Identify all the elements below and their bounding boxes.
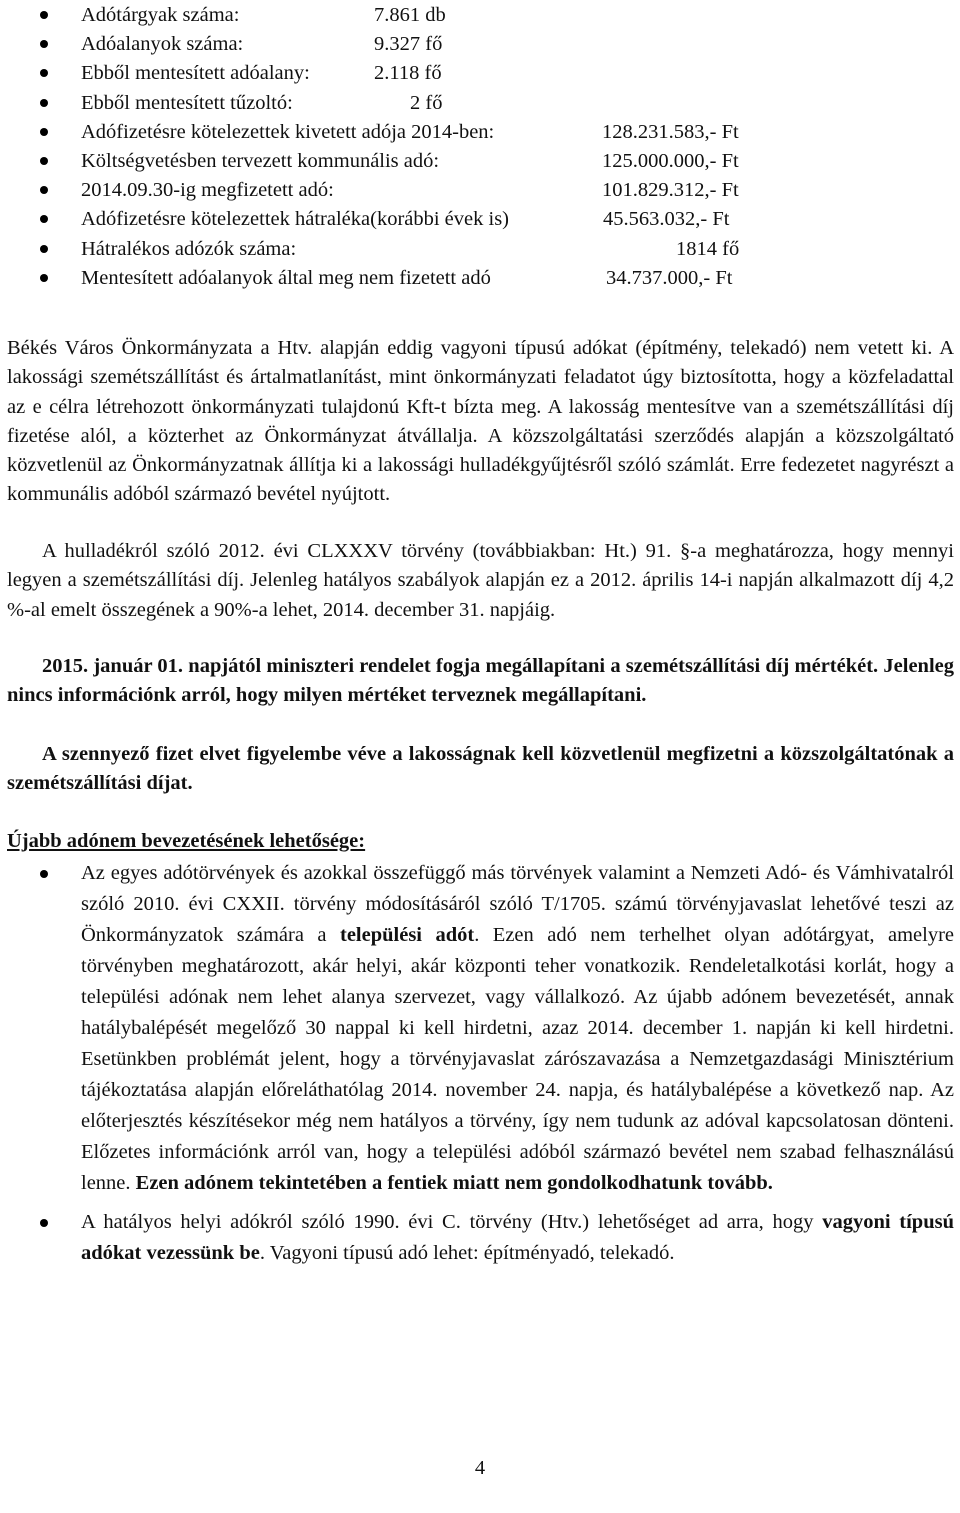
stat-value: 7.861 db (374, 4, 446, 26)
bullet-icon (40, 40, 48, 48)
list-item-settlement-tax (0, 858, 960, 1199)
stat-value: 2.118 fő (374, 62, 442, 84)
stat-value: 45.563.032,- Ft (603, 208, 730, 230)
stat-value: 125.000.000,- Ft (602, 150, 739, 172)
stat-label: Ebből mentesített tűzoltó: (81, 92, 293, 114)
paragraph-polluter-pays: A szennyező fizet elvet figyelembe véve a lakosságnak kell közvetlenül megfizetni a közszolgáltatónak a szemétszállítási díjat. (7, 743, 954, 795)
list-item-text (81, 1207, 954, 1269)
stat-label: Ebből mentesített adóalany: (81, 62, 310, 84)
stat-label: Hátralékos adózók száma: (81, 238, 297, 260)
bold-term: vagyoni típusú adókat vezessünk be (81, 1211, 954, 1264)
paragraph-ministerial-decree: 2015. január 01. napjától miniszteri rendelet fogja megállapítani a szemétszállítási díj mértékét. Jelenleg nincs információnk arról, hogy milyen mértéket terveznek megállapítani. (7, 655, 954, 707)
stat-label: 2014.09.30-ig megfizetett adó: (81, 179, 334, 201)
paragraph-tax-history: Békés Város Önkormányzata a Htv. alapján eddig vagyoni típusú adókat (építmény, telekadó) nem vetett ki. A lakossági szemétszállítást és ártalmatlanítást, mint önkormányzati feladatot úgy biztosította, hogy a közfeladattal az e célra létrehozott önkormányzati tulajdonú Kft-t bízta meg. A lakosság mentesítve van a szemétszállítási díj fizetése alól, a közterhet az Önkormányzat átvállalja. A közszolgáltatási szerződés alapján a közszolgáltató közvetlenül az Önkormányzatnak állítja ki a lakossági hulladékgyűjtésről szóló számlát. Erre fedezetet nagyrészt a kommunális adóból származó bevétel nyújtott. (7, 337, 954, 506)
stat-value: 1814 fő (676, 238, 740, 260)
bullet-icon (40, 69, 48, 77)
stat-label: Adófizetésre kötelezettek kivetett adója 2014-ben: (81, 121, 495, 143)
text-segment: . Vagyoni típusú adó lehet: építményadó, telekadó. (259, 1242, 675, 1264)
list-item-text (81, 858, 954, 1199)
bullet-icon (40, 1219, 48, 1227)
bullet-icon (40, 274, 48, 282)
stat-value: 101.829.312,- Ft (602, 179, 739, 201)
bullet-icon (40, 128, 48, 136)
bullet-icon (40, 11, 48, 19)
page-number: 4 (474, 1457, 486, 1479)
bullet-icon (40, 186, 48, 194)
bullet-icon (40, 215, 48, 223)
text-segment: . Ezen adó nem terhelhet olyan adótárgyat, amelyre törvényben meghatározott, akár helyi, akár központi teher vonatkozik. Rendeletalkotási korlát, hogy a települési adónak nem lehet alanya szervezet, vagy vállalkozó. Az újabb adónem bevezetését, annak hatálybalépését megelőző 30 nappal ki kell hirdetni, azaz 2014. december 1. napján ki kell hirdetni. Esetünkben problémát jelent, hogy a törvényjavaslat zárószavazása a Nemzetgazdasági Minisztérium tájékoztatása alapján előreláthatólag 2014. november 24. napja, és hatálybalépése a következő nap. Az előterjesztés készítésekor még nem hatályos a törvény, így nem tudunk az adóval kapcsolatosan dönteni. Előzetes információnk arról van, hogy a települési adóból származó bevétel nem szabad felhasználású lenne. (81, 924, 955, 1194)
stat-value: 128.231.583,- Ft (602, 121, 739, 143)
stat-label: Adótárgyak száma: (81, 4, 240, 26)
text-segment: Az egyes adótörvények és azokkal összefüggő más törvények valamint a Nemzeti Adó- és Vámhivatalról szóló 2010. évi CXXII. törvény módosításáról szóló T/1705. számú törvényjavaslat lehetővé teszi az Önkormányzatok számára a (81, 862, 954, 946)
bold-term: települési adót (340, 924, 475, 946)
text-segment: A hatályos helyi adókról szóló 1990. évi C. törvény (Htv.) lehetőséget ad arra, hogy (81, 1211, 814, 1233)
list-item-property-tax (0, 1207, 960, 1269)
stat-value: 9.327 fő (374, 33, 443, 55)
bullet-icon (40, 245, 48, 253)
bullet-icon (40, 870, 48, 878)
stat-value: 2 fő (410, 92, 443, 114)
section-heading: Újabb adónem bevezetésének lehetősége: (7, 830, 366, 852)
stat-label: Adófizetésre kötelezettek hátraléka(korábbi évek is) (81, 208, 510, 230)
stat-label: Mentesített adóalanyok által meg nem fizetett adó (81, 267, 491, 289)
bullet-icon (40, 99, 48, 107)
stat-value: 34.737.000,- Ft (606, 267, 733, 289)
bold-conclusion: Ezen adónem tekintetében a fentiek miatt nem gondolkodhatunk tovább. (135, 1172, 773, 1194)
stat-label: Költségvetésben tervezett kommunális adó: (81, 150, 440, 172)
bullet-icon (40, 157, 48, 165)
paragraph-waste-law: A hulladékról szóló 2012. évi CLXXXV törvény (továbbiakban: Ht.) 91. §-a meghatározza, hogy mennyi legyen a szemétszállítási díj. Jelenleg hatályos szabályok alapján ez a 2012. április 14-i napján alkalmazott díj 4,2 %-al emelt összegének a 90%-a lehet, 2014. december 31. napjáig. (7, 540, 954, 621)
options-list (0, 858, 960, 1269)
stat-label: Adóalanyok száma: (81, 33, 244, 55)
